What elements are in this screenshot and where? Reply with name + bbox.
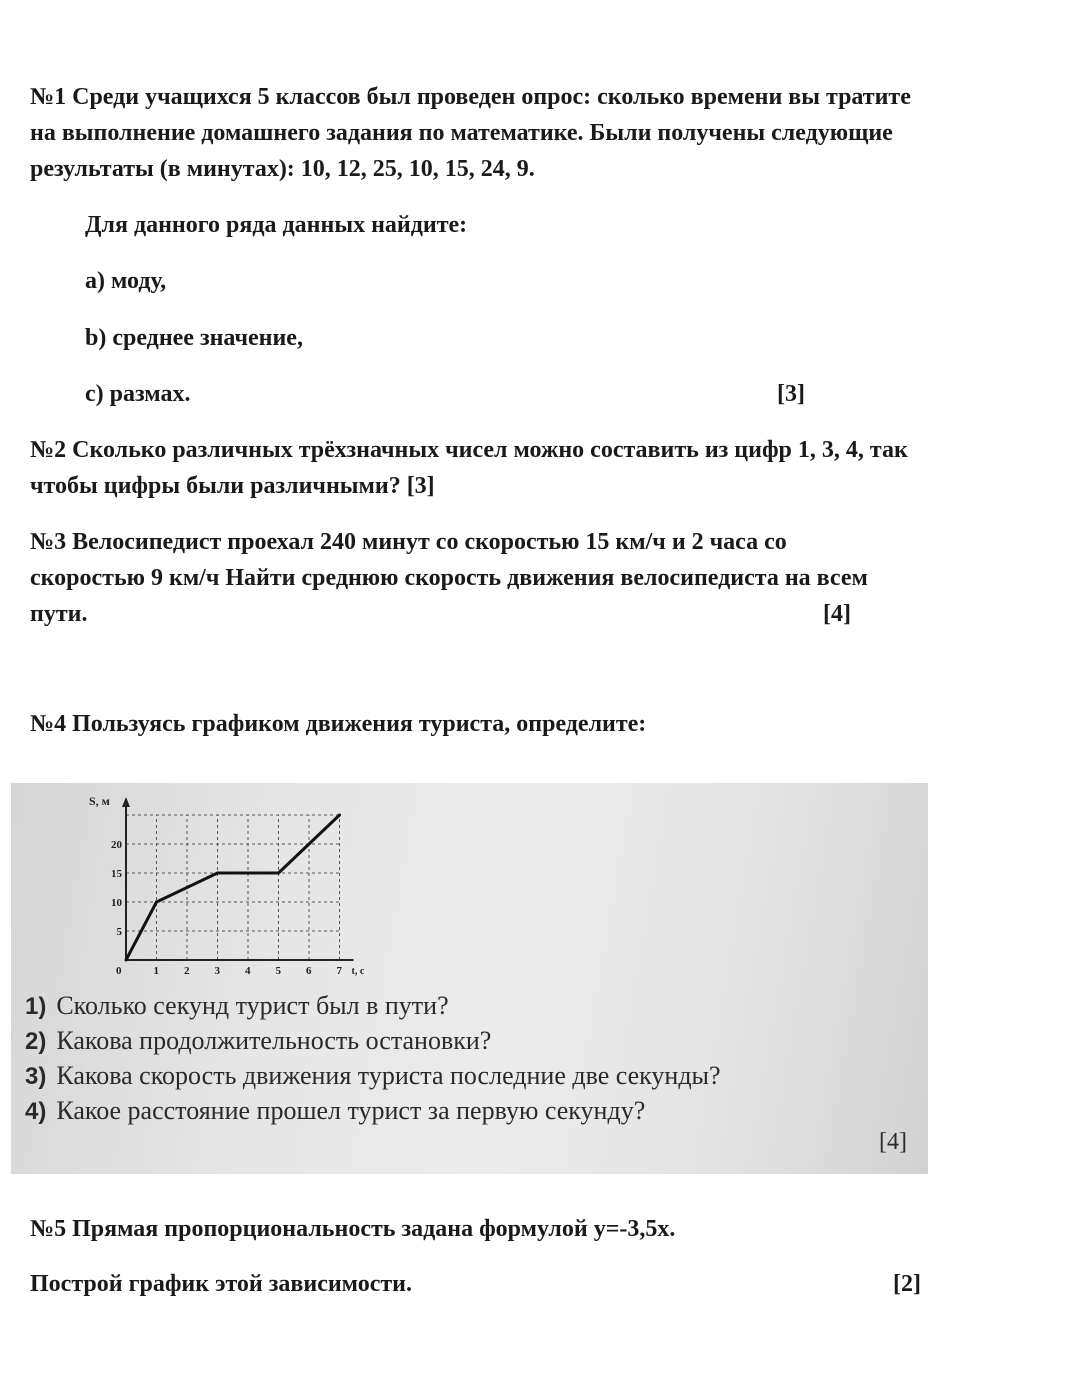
- task1-line1: №1 Среди учащихся 5 классов был проведен опрос: сколько времени вы тратите: [30, 84, 911, 110]
- task5-line2: Построй график этой зависимости.: [30, 1271, 412, 1297]
- task4-question-2: [25, 1026, 491, 1056]
- y-tick-label: 5: [116, 926, 122, 938]
- chart-grid: [126, 815, 340, 960]
- chart-ticks: [111, 839, 365, 977]
- task4-title: №4 Пользуясь графиком движения туриста, определите:: [30, 711, 647, 737]
- data-point: [125, 959, 128, 962]
- question-number: 4): [25, 1098, 47, 1125]
- x-tick-label: 4: [245, 965, 251, 977]
- task4-question-3: [25, 1061, 721, 1091]
- task3-line2: скоростью 9 км/ч Найти среднюю скорость движения велосипедиста на всем: [30, 565, 868, 591]
- data-point: [277, 872, 280, 875]
- task1-item-b: b) среднее значение,: [85, 325, 303, 351]
- x-tick-label: 2: [184, 965, 190, 977]
- data-point: [338, 814, 341, 817]
- y-tick-label: 10: [111, 897, 122, 909]
- x-tick-label: 6: [306, 965, 312, 977]
- question-text: Какова продолжительность остановки?: [56, 1026, 492, 1055]
- question-text: Какова скорость движения туриста последние две секунды?: [56, 1061, 721, 1090]
- task3-score: [4]: [823, 601, 851, 627]
- task1-prompt: Для данного ряда данных найдите:: [85, 212, 468, 238]
- data-point: [155, 901, 158, 904]
- data-point: [216, 872, 219, 875]
- distance-time-chart: [71, 785, 491, 985]
- task1-item-c: c) размах.: [85, 381, 191, 407]
- question-text: Какое расстояние прошел турист за первую секунду?: [56, 1096, 646, 1125]
- y-axis-label: S, м: [89, 794, 110, 808]
- x-tick-label: 7: [336, 965, 342, 977]
- task2-line2: чтобы цифры были различными? [3]: [30, 473, 435, 499]
- task5-score: [2]: [893, 1271, 921, 1297]
- y-tick-label: 20: [111, 839, 122, 851]
- x-tick-label: 5: [275, 965, 281, 977]
- task1-item-a: а) моду,: [85, 268, 167, 294]
- task1-line3: результаты (в минутах): 10, 12, 25, 10, 15, 24, 9.: [30, 156, 535, 182]
- task3-line1: №3 Велосипедист проехал 240 минут со скоростью 15 км/ч и 2 часа со: [30, 529, 787, 555]
- task4-score: [4]: [879, 1129, 907, 1155]
- y-axis-arrow: [122, 797, 130, 807]
- x-tick-label: 3: [214, 965, 220, 977]
- task4-photo: [11, 783, 928, 1174]
- task4-question-4: [25, 1096, 645, 1126]
- task3-line3: пути.: [30, 601, 88, 627]
- x-axis-label: t, c: [351, 966, 365, 977]
- question-number: 2): [25, 1028, 47, 1055]
- x-tick-label: 0: [116, 965, 122, 977]
- series-line: [126, 815, 340, 960]
- question-number: 3): [25, 1063, 47, 1090]
- task1-score: [3]: [777, 381, 805, 407]
- y-tick-label: 15: [111, 868, 122, 880]
- task1-line2: на выполнение домашнего задания по математике. Были получены следующие: [30, 120, 893, 146]
- task5-line1: №5 Прямая пропорциональность задана формулой y=-3,5x.: [30, 1216, 676, 1242]
- x-tick-label: 1: [153, 965, 159, 977]
- task4-question-1: [25, 991, 449, 1021]
- question-text: Сколько секунд турист был в пути?: [56, 991, 449, 1020]
- question-number: 1): [25, 993, 47, 1020]
- task2-line1: №2 Сколько различных трёхзначных чисел можно составить из цифр 1, 3, 4, так: [30, 437, 908, 463]
